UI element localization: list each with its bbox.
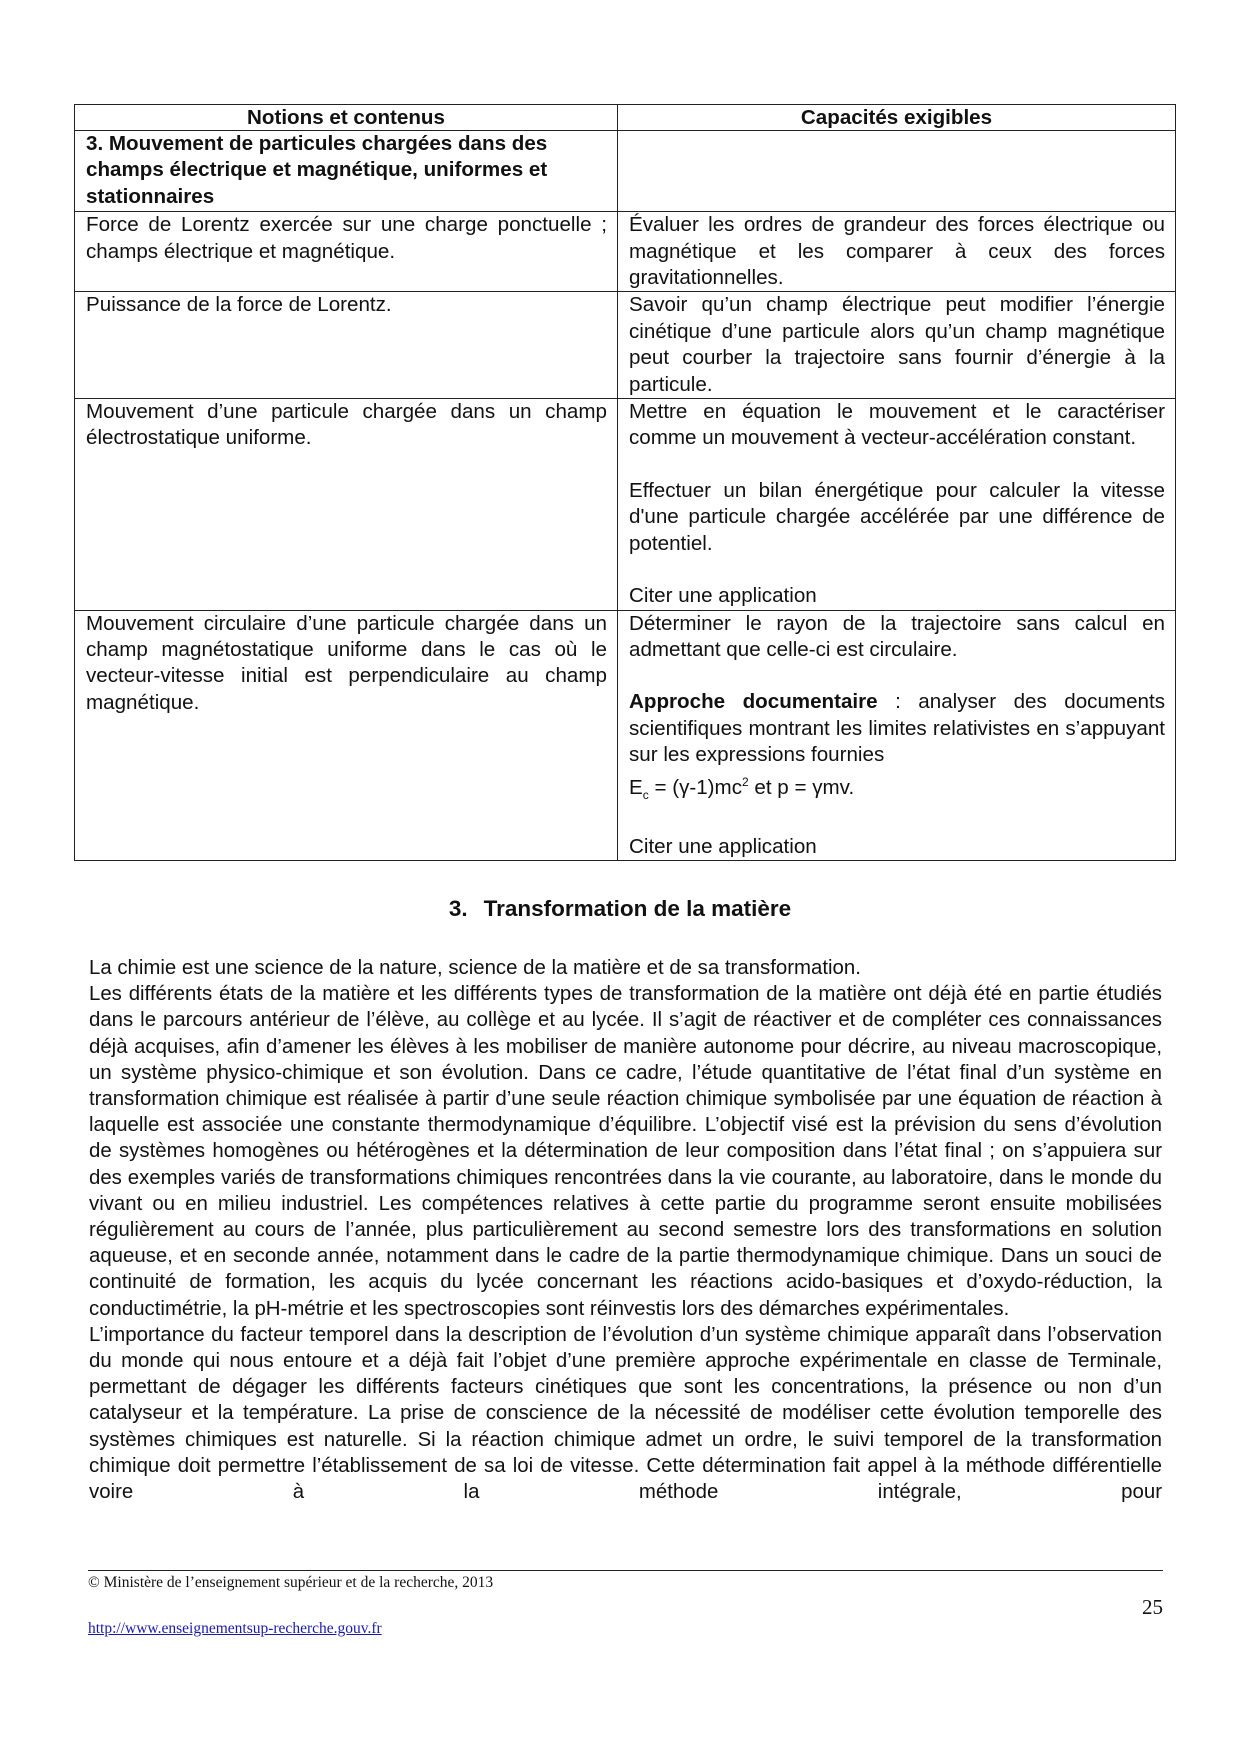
formula-sub: c bbox=[642, 787, 649, 802]
footer-link[interactable]: http://www.enseignementsup-recherche.gouv.fr bbox=[88, 1620, 382, 1637]
header-capacites: Capacités exigibles bbox=[618, 105, 1176, 131]
approche-documentaire bbox=[629, 689, 1165, 768]
program-table bbox=[74, 104, 1176, 861]
formula-sup: 2 bbox=[742, 774, 749, 789]
empty-cell bbox=[618, 131, 1176, 212]
capacite-text: Citer une application bbox=[629, 584, 817, 608]
paragraph: La chimie est une science de la nature, science de la matière et de sa transformation. bbox=[89, 957, 861, 979]
table-header-row bbox=[75, 105, 1176, 131]
formula-e: E bbox=[629, 775, 643, 799]
formula bbox=[629, 769, 1165, 808]
capacite-text: Mettre en équation le mouvement et le caractériser comme un mouvement à vecteur-accélération constant. bbox=[629, 400, 1165, 450]
section-title-text: Transformation de la matière bbox=[483, 896, 792, 921]
footer-copyright: © Ministère de l’enseignement supérieur et de la recherche, 2013 bbox=[88, 1574, 494, 1591]
capacite-text: Citer une application bbox=[629, 834, 817, 858]
capacite-text: Déterminer le rayon de la trajectoire sans calcul en admettant que celle-ci est circulaire. bbox=[629, 611, 1165, 661]
capacite-cell bbox=[618, 610, 1176, 861]
header-notions: Notions et contenus bbox=[75, 105, 618, 131]
formula-end: et p = γmv. bbox=[748, 775, 855, 799]
section-heading-cell: 3. Mouvement de particules chargées dans des champs électrique et magnétique, uniformes et stationnaires bbox=[75, 131, 618, 212]
table-row bbox=[75, 399, 1176, 610]
approche-label: Approche documentaire bbox=[629, 690, 878, 714]
table-row bbox=[75, 212, 1176, 292]
capacite-text: Savoir qu’un champ électrique peut modifier l’énergie cinétique d’une particule alors qu’un champ magnétique peut courber la trajectoire sans fournir d’énergie à la particule. bbox=[629, 293, 1165, 396]
body-text bbox=[89, 955, 1162, 1505]
formula-middle: = (γ-1)mc bbox=[648, 775, 742, 799]
notion-cell: Puissance de la force de Lorentz. bbox=[75, 292, 618, 399]
table-row bbox=[75, 610, 1176, 861]
notion-cell: Mouvement d’une particule chargée dans un champ électrostatique uniforme. bbox=[75, 399, 618, 610]
table-row bbox=[75, 292, 1176, 399]
capacite-cell bbox=[618, 292, 1176, 399]
page-number: 25 bbox=[1142, 1595, 1163, 1619]
section-row bbox=[75, 131, 1176, 212]
capacite-text: Évaluer les ordres de grandeur des forces électrique ou magnétique et les comparer à ceux des forces gravitationnelles. bbox=[629, 213, 1165, 290]
approche-text: : analyser des documents scientifiques montrant les limites relativistes en s’appuyant sur les expressions fournies bbox=[629, 690, 1166, 767]
paragraph: Les différents états de la matière et les différents types de transformation de la matière ont déjà été en partie étudiés dans le parcours antérieur de l’élève, au collège et au lycée. Il s’agit de réactiver et de compléter ces connaissances déjà acquises, afin d’amener les élèves à les mobiliser de manière autonome pour décrire, au niveau macroscopique, un système physico-chimique et son évolution. Dans ce cadre, l’étude quantitative de l’état final d’un système en transformation chimique est réalisée à partir d’une seule réaction chimique symbolisée par une équation de réaction à laquelle est associée une constante thermodynamique d’équilibre. L’objectif visé est la prévision du sens d’évolution de systèmes homogènes ou hétérogènes et la détermination de leur composition dans l’état final ; on s’appuiera sur des exemples variés de transformations chimiques rencontrées dans la vie courante, au laboratoire, dans le monde du vivant ou en milieu industriel. Les compétences relatives à cette partie du programme seront ensuite mobilisées régulièrement au cours de l’année, plus particulièrement au second semestre lors des transformations en solution aqueuse, et en seconde année, notamment dans le cadre de la partie thermodynamique chimique. Dans un souci de continuité de formation, les acquis du lycée concernant les réactions acido-basiques et d’oxydo-réduction, la conductimétrie, la pH-métrie et les spectroscopies sont réinvestis lors des démarches expérimentales. bbox=[89, 983, 1162, 1320]
section-number: 3. bbox=[448, 896, 468, 921]
paragraph: L’importance du facteur temporel dans la description de l’évolution d’un système chimique apparaît dans l’observation du monde qui nous entoure et a déjà fait l’objet d’une première approche expérimentale en classe de Terminale, permettant de dégager les différents facteurs cinétiques que sont les concentrations, la présence ou non d’un catalyseur et la température. La prise de conscience de la nécessité de modéliser cette évolution temporelle des systèmes chimiques est naturelle. Si la réaction chimique admet un ordre, le suivi temporel de la transformation chimique doit permettre l’établissement de sa loi de vitesse. Cette détermination fait appel à la méthode différentielle voire à la méthode intégrale, pour bbox=[89, 1323, 1162, 1504]
notion-cell: Force de Lorentz exercée sur une charge ponctuelle ; champs électrique et magnétique. bbox=[75, 212, 618, 292]
capacite-cell bbox=[618, 399, 1176, 610]
capacite-text: Effectuer un bilan énergétique pour calculer la vitesse d'une particule chargée accélérée par une différence de potentiel. bbox=[629, 478, 1165, 555]
notion-cell: Mouvement circulaire d’une particule chargée dans un champ magnétostatique uniforme dans le cas où le vecteur-vitesse initial est perpendiculaire au champ magnétique. bbox=[75, 610, 618, 861]
section-title bbox=[0, 896, 1240, 922]
capacite-cell bbox=[618, 212, 1176, 292]
footer-divider bbox=[88, 1570, 1163, 1571]
